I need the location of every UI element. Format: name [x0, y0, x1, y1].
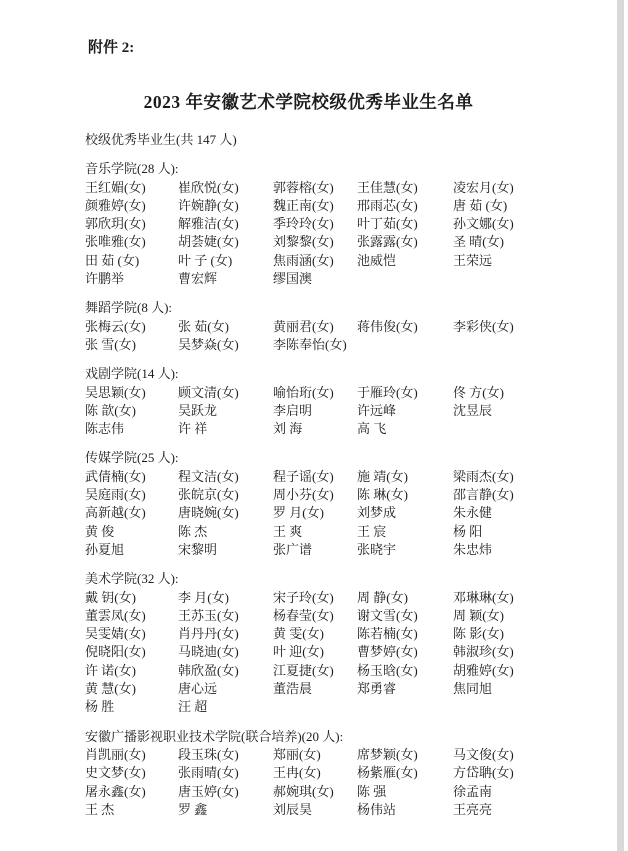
graduate-name: 董浩晨: [273, 681, 313, 697]
graduate-name: 戴 钥(女): [85, 589, 136, 605]
graduate-name: 孙夏旭: [85, 541, 125, 557]
graduate-name: 许鹏举: [85, 271, 125, 287]
graduate-name: 邢雨芯(女): [357, 197, 418, 213]
graduate-name: 郑丽(女): [273, 746, 321, 762]
attachment-label: 附件 2:: [88, 40, 135, 56]
graduate-name: 池威恺: [357, 252, 397, 268]
graduate-name: 杨春莹(女): [273, 607, 334, 623]
graduate-name: 程文洁(女): [178, 468, 239, 484]
graduate-name: 江夏捷(女): [273, 662, 334, 678]
name-row: [85, 783, 595, 801]
graduate-name: 邵言静(女): [453, 487, 514, 503]
graduate-name: 杨 阳: [453, 523, 483, 539]
graduate-name: 许远峰: [357, 402, 397, 418]
graduate-name: 杨玉晗(女): [357, 662, 418, 678]
graduate-name: 王 杰: [85, 801, 115, 817]
graduate-name: 田 茹 (女): [85, 252, 140, 268]
graduate-name: 徐孟南: [453, 783, 493, 799]
graduate-name: 顾文清(女): [178, 384, 239, 400]
section: [85, 160, 595, 288]
graduate-name: 施 靖(女): [357, 468, 408, 484]
graduate-name: 王冉(女): [273, 765, 321, 781]
graduate-name: 王亮亮: [453, 801, 493, 817]
document-body: [85, 131, 595, 819]
section-heading: 美术学院(32 人):: [85, 571, 179, 587]
name-row: [85, 486, 595, 504]
sections-container: [85, 160, 595, 819]
name-row: [85, 179, 595, 197]
graduate-name: 肖凯丽(女): [85, 746, 146, 762]
name-row: [85, 402, 595, 420]
name-row: [85, 607, 595, 625]
graduate-name: 陈 歆(女): [85, 402, 136, 418]
graduate-name: 曹梦婷(女): [357, 644, 418, 660]
graduate-name: 于雁玲(女): [357, 384, 418, 400]
graduate-name: 郑勇睿: [357, 681, 397, 697]
graduate-name: 张雨晴(女): [178, 765, 239, 781]
graduate-name: 叶丁茹(女): [357, 216, 418, 232]
graduate-name: 焦雨涵(女): [273, 252, 334, 268]
graduate-name: 郭蓉榕(女): [273, 179, 334, 195]
name-row: [85, 252, 595, 270]
graduate-name: 李彩侠(女): [453, 318, 514, 334]
page-title: 2023 年安徽艺术学院校级优秀毕业生名单: [143, 92, 474, 112]
graduate-name: 凌宏月(女): [453, 179, 514, 195]
graduate-name: 黄 雯(女): [273, 626, 324, 642]
graduate-name: 张晓宇: [357, 541, 397, 557]
section: [85, 728, 595, 819]
section-heading: 音乐学院(28 人):: [85, 161, 179, 177]
graduate-name: 李启明: [273, 402, 313, 418]
graduate-name: 李陈奉怡(女): [273, 336, 347, 352]
name-row: [85, 270, 595, 288]
name-row: [85, 698, 595, 716]
graduate-name: 宋黎明: [178, 541, 218, 557]
graduate-name: 张皖京(女): [178, 487, 239, 503]
graduate-name: 郭欣玥(女): [85, 216, 146, 232]
name-row: [85, 541, 595, 559]
section: [85, 449, 595, 559]
name-row: [85, 643, 595, 661]
graduate-name: 马文俊(女): [453, 746, 514, 762]
graduate-name: 王佳慧(女): [357, 179, 418, 195]
name-row: [85, 764, 595, 782]
graduate-name: 陈若楠(女): [357, 626, 418, 642]
name-row: [85, 233, 595, 251]
graduate-name: 刘黎黎(女): [273, 234, 334, 250]
name-row: [85, 468, 595, 486]
graduate-name: 张 茹(女): [178, 318, 229, 334]
graduate-name: 董雲凤(女): [85, 607, 146, 623]
graduate-name: 许 诺(女): [85, 662, 136, 678]
graduate-name: 王 爽: [273, 523, 303, 539]
graduate-name: 魏正南(女): [273, 197, 334, 213]
graduate-name: 唐晓婉(女): [178, 505, 239, 521]
graduate-name: 蒋伟俊(女): [357, 318, 418, 334]
name-row: [85, 680, 595, 698]
name-row: [85, 197, 595, 215]
name-row: [85, 336, 595, 354]
graduate-name: 朱永健: [453, 505, 493, 521]
graduate-name: 佟 方(女): [453, 384, 504, 400]
graduate-name: 陈志伟: [85, 421, 125, 437]
graduate-name: 梁雨杰(女): [453, 468, 514, 484]
graduate-name: 吴梦焱(女): [178, 336, 239, 352]
graduate-name: 解雅洁(女): [178, 216, 239, 232]
graduate-name: 史文梦(女): [85, 765, 146, 781]
graduate-name: 季玲玲(女): [273, 216, 334, 232]
name-row: [85, 625, 595, 643]
section-heading: 传媒学院(25 人):: [85, 450, 179, 466]
graduate-name: 邓琳琳(女): [453, 589, 514, 605]
graduate-name: 刘 海: [273, 421, 303, 437]
graduate-name: 宋子玲(女): [273, 589, 334, 605]
graduate-name: 张广谱: [273, 541, 313, 557]
graduate-name: 黄 俊: [85, 523, 115, 539]
graduate-name: 张 雪(女): [85, 336, 136, 352]
graduate-name: 段玉珠(女): [178, 746, 239, 762]
graduate-name: 周小芬(女): [273, 487, 334, 503]
graduate-name: 马晓迪(女): [178, 644, 239, 660]
graduate-name: 方岱聃(女): [453, 765, 514, 781]
graduate-name: 许婉静(女): [178, 197, 239, 213]
section-heading: 安徽广播影视职业技术学院(联合培养)(20 人):: [85, 728, 344, 744]
graduate-name: 陈 强: [357, 783, 387, 799]
graduate-name: 周 静(女): [357, 589, 408, 605]
graduate-name: 张唯雅(女): [85, 234, 146, 250]
graduate-name: 陈 杰: [178, 523, 208, 539]
graduate-name: 刘梦成: [357, 505, 397, 521]
graduate-name: 周 颖(女): [453, 607, 504, 623]
graduate-name: 倪晓阳(女): [85, 644, 146, 660]
graduate-name: 高 飞: [357, 421, 387, 437]
graduate-name: 胡荟婕(女): [178, 234, 239, 250]
graduate-name: 焦同旭: [453, 681, 493, 697]
graduate-name: 韩淑珍(女): [453, 644, 514, 660]
name-row: [85, 420, 595, 438]
graduate-name: 崔欣悦(女): [178, 179, 239, 195]
page-edge-shadow: [617, 0, 624, 851]
graduate-name: 屠永鑫(女): [85, 783, 146, 799]
graduate-name: 唐 茹 (女): [453, 197, 508, 213]
section: [85, 570, 595, 716]
graduate-name: 朱忠炜: [453, 541, 493, 557]
total-count-line: 校级优秀毕业生(共 147 人): [85, 132, 237, 147]
graduate-name: 张梅云(女): [85, 318, 146, 334]
graduate-name: 陈 影(女): [453, 626, 504, 642]
graduate-name: 杨 胜: [85, 699, 115, 715]
graduate-name: 武倩楠(女): [85, 468, 146, 484]
graduate-name: 孙文娜(女): [453, 216, 514, 232]
graduate-name: 王荣远: [453, 252, 493, 268]
graduate-name: 许 祥: [178, 421, 208, 437]
graduate-name: 王苏玉(女): [178, 607, 239, 623]
graduate-name: 叶 子 (女): [178, 252, 233, 268]
graduate-name: 吴庭雨(女): [85, 487, 146, 503]
graduate-name: 韩欣盈(女): [178, 662, 239, 678]
graduate-name: 胡雅婷(女): [453, 662, 514, 678]
graduate-name: 唐心远: [178, 681, 218, 697]
graduate-name: 曹宏辉: [178, 271, 218, 287]
graduate-name: 黄丽君(女): [273, 318, 334, 334]
graduate-name: 吴思颖(女): [85, 384, 146, 400]
graduate-name: 吴跃龙: [178, 402, 218, 418]
graduate-name: 谢文雪(女): [357, 607, 418, 623]
name-row: [85, 746, 595, 764]
graduate-name: 王 宸: [357, 523, 387, 539]
graduate-name: 圣 晴(女): [453, 234, 504, 250]
graduate-name: 陈 琳(女): [357, 487, 408, 503]
graduate-name: 黄 慧(女): [85, 681, 136, 697]
graduate-name: 颜雅婷(女): [85, 197, 146, 213]
graduate-name: 张露露(女): [357, 234, 418, 250]
graduate-name: 汪 超: [178, 699, 208, 715]
graduate-name: 沈昱辰: [453, 402, 493, 418]
graduate-name: 肖丹丹(女): [178, 626, 239, 642]
name-row: [85, 215, 595, 233]
section: [85, 365, 595, 438]
graduate-name: 杨紫雁(女): [357, 765, 418, 781]
graduate-name: 刘辰昊: [273, 801, 313, 817]
graduate-name: 叶 迎(女): [273, 644, 324, 660]
graduate-name: 杨伟站: [357, 801, 397, 817]
section: [85, 299, 595, 354]
name-row: [85, 523, 595, 541]
graduate-name: 王红媚(女): [85, 179, 146, 195]
graduate-name: 程子谣(女): [273, 468, 334, 484]
name-row: [85, 318, 595, 336]
graduate-name: 郝婉琪(女): [273, 783, 334, 799]
section-heading: 舞蹈学院(8 人):: [85, 300, 173, 316]
graduate-name: 缪国澳: [273, 271, 313, 287]
graduate-name: 罗 鑫: [178, 801, 208, 817]
name-row: [85, 662, 595, 680]
name-row: [85, 504, 595, 522]
graduate-name: 吴雯婧(女): [85, 626, 146, 642]
name-row: [85, 384, 595, 402]
section-heading: 戏剧学院(14 人):: [85, 366, 179, 382]
graduate-name: 李 月(女): [178, 589, 229, 605]
name-row: [85, 801, 595, 819]
graduate-name: 唐玉婷(女): [178, 783, 239, 799]
graduate-name: 高新越(女): [85, 505, 146, 521]
graduate-name: 席梦颖(女): [357, 746, 418, 762]
name-row: [85, 589, 595, 607]
graduate-name: 罗 月(女): [273, 505, 324, 521]
graduate-name: 喻怡珩(女): [273, 384, 334, 400]
